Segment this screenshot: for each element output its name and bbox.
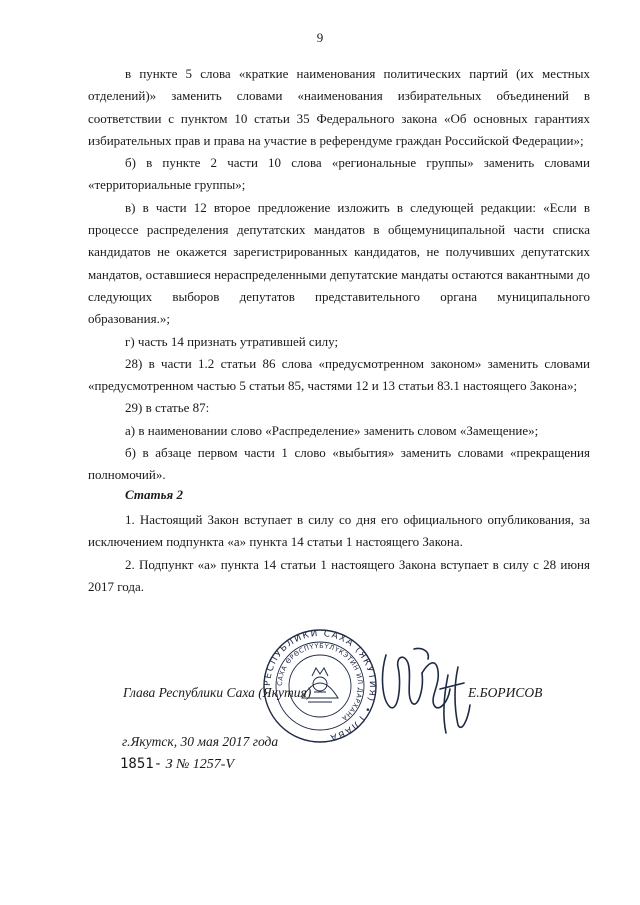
signature-title: Глава Республики Саха (Якутия) [123, 685, 312, 700]
paragraph-28: 28) в части 1.2 статьи 86 слова «предусмотренном законом» заменить словами «предусмотренном частью 5 статьи 85, частями 12 и 13 статьи 83.1 настоящего Закона»; [88, 355, 590, 394]
registration-number [120, 756, 234, 773]
paragraph-29: 29) в статье 87: [125, 400, 210, 416]
signature-name: Е.БОРИСОВ [468, 685, 543, 700]
registration-number-code: З № 1257-V [165, 757, 235, 772]
body-text [88, 63, 590, 487]
registration-number-typed: 1851- [120, 756, 163, 772]
place-date: г.Якутск, 30 мая 2017 года [122, 734, 279, 749]
page-number: 9 [316, 30, 324, 45]
article-2-paragraph-2: 2. Подпункт «а» пункта 14 статьи 1 настоящего Закона вступает в силу с 28 июня 2017 года. [88, 556, 590, 594]
seal-inner-text: САХА ӨРӨСПҮҮБҮЛҮКЭТИН ИЛ ДАРХАНА [275, 641, 365, 723]
seal-outer-text: РЕСПУБЛИКИ САХА (ЯКУТИЯ) • ГЛАВА [262, 628, 378, 743]
article-2-heading: Статья 2 [125, 487, 183, 502]
article-2-body [88, 509, 590, 598]
paragraph-b-part-1: б) в абзаце первом части 1 слово «выбытия» заменить словами «прекращения полномочий». [88, 445, 590, 483]
handwritten-signature [378, 645, 478, 740]
paragraph-g-part-14: г) часть 14 признать утратившей силу; [125, 333, 339, 349]
paragraph-b-part-10: б) в пункте 2 части 10 слова «региональные группы» заменить словами «территориальные группы»; [88, 155, 590, 193]
paragraph-v-part-12: в) в части 12 второе предложение изложить в следующей редакции: «Если в процессе распределения депутатских мандатов в общемуниципальной части списка кандидатов не окажется зарегистрированных кандидатов, не получивших депутатских мандатов, оставшиеся нераспределенными депутатские мандаты остаются вакантными до следующих выборов депутатов представительного органа муниципального образования.»; [88, 199, 590, 327]
paragraph-item-5: в пункте 5 слова «краткие наименования политических партий (их местных отделений)» заменить словами «наименования избирательных объединений в соответствии с пунктом 10 статьи 35 Федерального закона «Об основных гарантиях избирательных прав и права на участие в референдуме граждан Российской Федерации»; [88, 66, 590, 148]
paragraph-a-title: а) в наименовании слово «Распределение» заменить словом «Замещение»; [125, 422, 539, 438]
article-2-paragraph-1: 1. Настоящий Закон вступает в силу со дня его официального опубликования, за исключением подпункта «а» пункта 14 статьи 1 настоящего Закона. [88, 512, 590, 550]
